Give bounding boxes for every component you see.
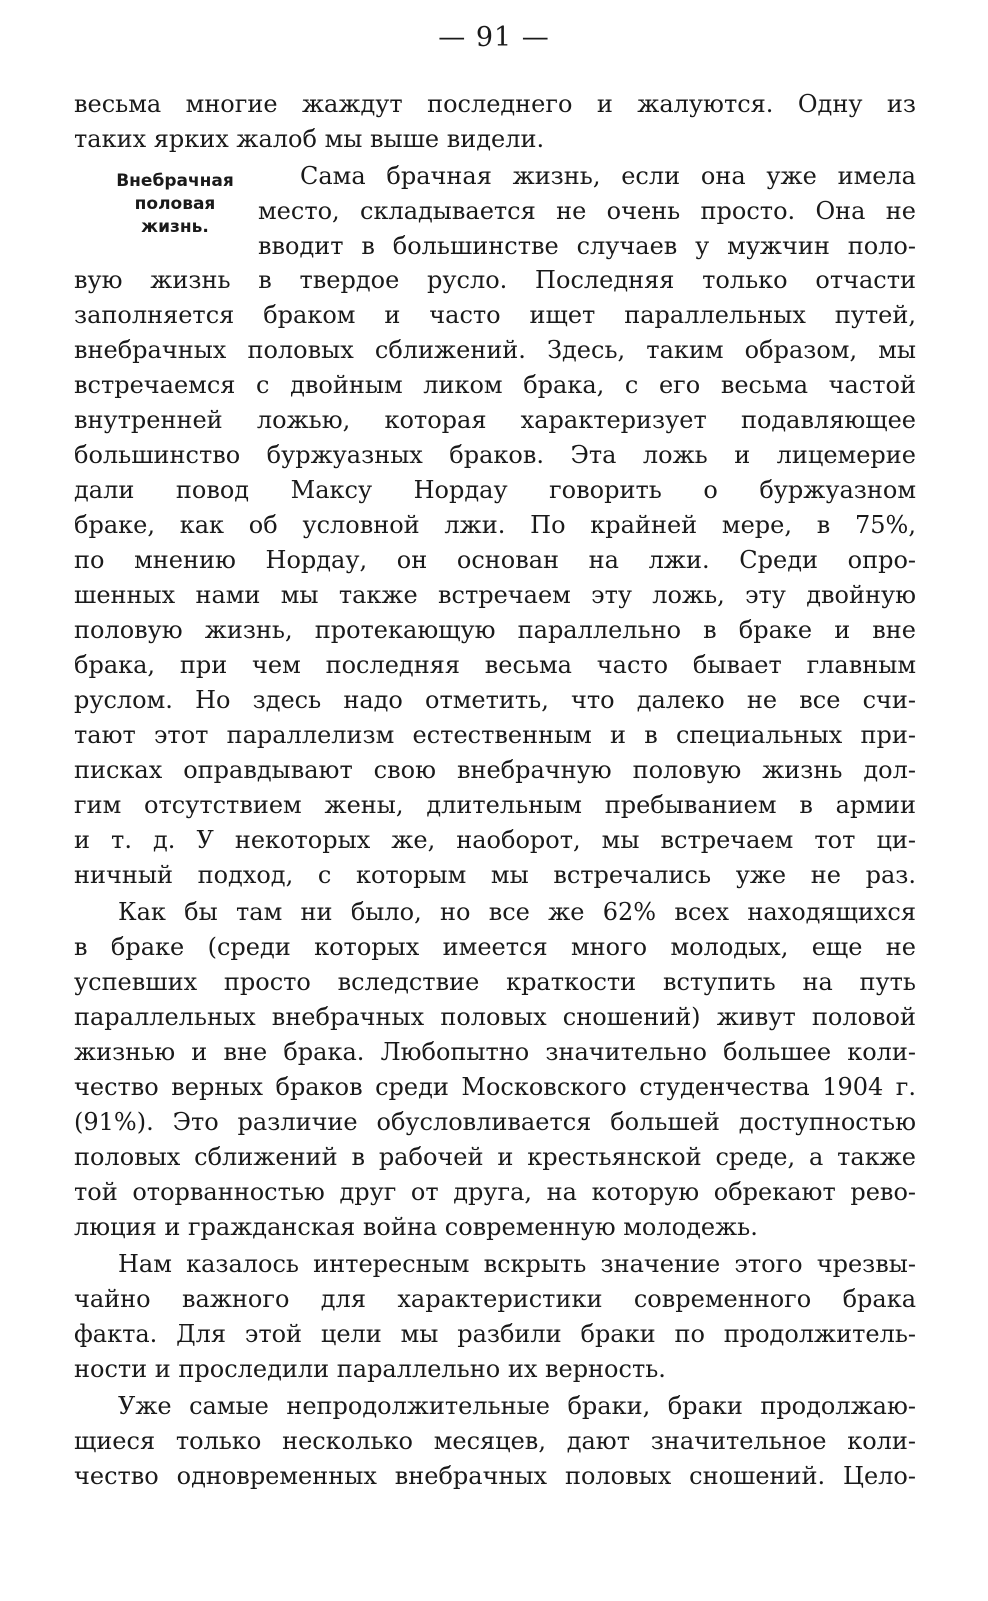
text-line: Сама брачная жизнь, если она уже имела bbox=[300, 162, 916, 190]
text-line: дали повод Максу Нордау говорить о буржуазном bbox=[74, 476, 916, 504]
text-line: половую жизнь, протекающую параллельно в браке и вне bbox=[74, 616, 916, 644]
page-number: — 91 — bbox=[438, 22, 550, 53]
text-line: встречаемся с двойным ликом брака, с его весьма частой bbox=[74, 371, 916, 399]
text-line: успевших просто вследствие краткости вступить на путь bbox=[74, 968, 916, 996]
text-line: браке, как об условной лжи. По крайней мере, в 75%, bbox=[74, 511, 916, 539]
text-line: вводит в большинстве случаев у мужчин поло- bbox=[258, 232, 916, 260]
text-line: таких ярких жалоб мы выше видели. bbox=[74, 125, 545, 153]
text-line: по мнению Нордау, он основан на лжи. Среди опро- bbox=[74, 546, 916, 574]
text-line: люция и гражданская война современную молодежь. bbox=[74, 1213, 758, 1241]
text-line: той оторванностью друг от друга, на которую обрекают рево- bbox=[74, 1178, 916, 1206]
text-line: чество одновременных внебрачных половых сношений. Цело- bbox=[74, 1462, 916, 1490]
text-line: тают этот параллелизм естественным и в специальных при- bbox=[74, 721, 916, 749]
text-line: Нам казалось интересным вскрыть значение этого чрезвы- bbox=[118, 1250, 916, 1278]
text-line: жизнью и вне брака. Любопытно значительно большее коли- bbox=[74, 1038, 916, 1066]
margin-heading bbox=[86, 170, 264, 239]
text-line: Как бы там ни было, но все же 62% всех находящихся bbox=[118, 898, 916, 926]
text-line: Уже самые непродолжительные браки, браки продолжаю- bbox=[118, 1392, 916, 1420]
text-line: ности и проследили параллельно их верность. bbox=[74, 1355, 666, 1383]
margin-heading-line: половая bbox=[134, 194, 216, 214]
text-line: заполняется браком и часто ищет параллельных путей, bbox=[74, 301, 916, 329]
text-line: ничный подход, с которым мы встречались уже не раз. bbox=[74, 861, 916, 889]
text-line: факта. Для этой цели мы разбили браки по продолжитель- bbox=[74, 1320, 916, 1348]
text-line: вую жизнь в твердое русло. Последняя только отчасти bbox=[74, 266, 916, 294]
text-line: (91%). Это различие обусловливается большей доступностью bbox=[74, 1108, 916, 1136]
text-line: щиеся только несколько месяцев, дают значительное коли- bbox=[74, 1427, 916, 1455]
text-line: половых сближений в рабочей и крестьянской среде, а также bbox=[74, 1143, 916, 1171]
text-line: и т. д. У некоторых же, наоборот, мы встречаем тот ци- bbox=[74, 826, 916, 854]
text-line: гим отсутствием жены, длительным пребыванием в армии bbox=[74, 791, 916, 819]
text-line: внутренней ложью, которая характеризует подавляющее bbox=[74, 406, 916, 434]
text-line: шенных нами мы также встречаем эту ложь, эту двойную bbox=[74, 581, 916, 609]
text-line: место, складывается не очень просто. Она не bbox=[258, 197, 916, 225]
text-line: чайно важного для характеристики современного брака bbox=[74, 1285, 916, 1313]
text-line: писках оправдывают свою внебрачную половую жизнь дол- bbox=[74, 756, 916, 784]
text-line: параллельных внебрачных половых сношений) живут половой bbox=[74, 1003, 916, 1031]
text-line: в браке (среди которых имеется много молодых, еще не bbox=[74, 933, 916, 961]
text-line: весьма многие жаждут последнего и жалуются. Одну из bbox=[74, 90, 916, 118]
margin-heading-line: жизнь. bbox=[141, 217, 209, 237]
margin-heading-line: Внебрачная bbox=[116, 171, 234, 191]
text-line: руслом. Но здесь надо отметить, что далеко не все счи- bbox=[74, 686, 916, 714]
text-line: брака, при чем последняя весьма часто бывает главным bbox=[74, 651, 916, 679]
text-line: чество верных браков среди Московского студенчества 1904 г. bbox=[74, 1073, 916, 1101]
text-line: внебрачных половых сближений. Здесь, таким образом, мы bbox=[74, 336, 916, 364]
text-line: большинство буржуазных браков. Эта ложь и лицемерие bbox=[74, 441, 916, 469]
